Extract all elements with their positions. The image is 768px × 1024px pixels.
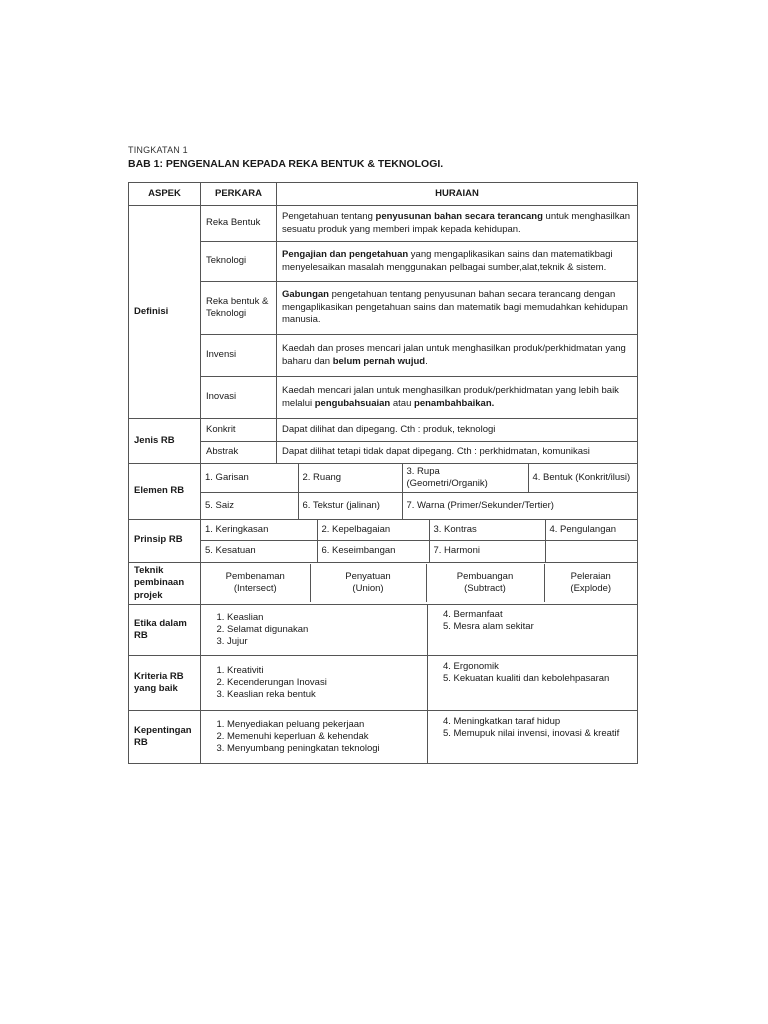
teknik-subtract: Pembuangan (Subtract) xyxy=(426,564,544,602)
definisi-row-1 xyxy=(129,206,638,242)
elemen-item-5: 5. Saiz xyxy=(201,493,298,519)
list-item: 2. Selamat digunakan xyxy=(227,624,423,636)
elemen-item-2: 2. Ruang xyxy=(298,464,402,493)
list-item: 4. Bermanfaat xyxy=(454,609,634,621)
prinsip-item-6: 6. Keseimbangan xyxy=(317,541,429,562)
term-abstrak: Abstrak xyxy=(201,442,277,464)
etika-right xyxy=(427,605,637,655)
kepentingan-left xyxy=(201,711,427,763)
teknik-row xyxy=(129,562,638,605)
elemen-item-7: 7. Warna (Primer/Sekunder/Tertier) xyxy=(402,493,637,519)
desc-abstrak: Dapat dilihat tetapi tidak dapat dipegang. Cth : perkhidmatan, komunikasi xyxy=(277,442,638,464)
prinsip-item-empty xyxy=(545,541,637,562)
term-reka-bentuk: Reka Bentuk xyxy=(201,206,277,242)
jenis-row-2 xyxy=(129,442,638,464)
prinsip-grid xyxy=(201,519,638,562)
summary-table xyxy=(128,182,638,764)
list-item: 4. Ergonomik xyxy=(454,661,634,673)
desc-inovasi: Kaedah mencari jalan untuk menghasilkan produk/perkhidmatan yang lebih baik melalui pengubahsuaian atau penambahbaikan. xyxy=(277,377,638,419)
list-item: 5. Memupuk nilai invensi, inovasi & kreatif xyxy=(454,728,634,740)
kriteria-row xyxy=(129,656,638,711)
definisi-row-3 xyxy=(129,282,638,335)
term-reka-bentuk-teknologi: Reka bentuk & Teknologi xyxy=(201,282,277,335)
aspect-kepentingan: Kepentingan RB xyxy=(129,711,201,764)
list-item: 5. Kekuatan kualiti dan kebolehpasaran xyxy=(454,673,634,685)
aspect-kriteria: Kriteria RB yang baik xyxy=(129,656,201,711)
list-item: 3. Menyumbang peningkatan teknologi xyxy=(227,743,423,755)
term-inovasi: Inovasi xyxy=(201,377,277,419)
desc-teknologi: Pengajian dan pengetahuan yang mengaplikasikan sains dan matematikbagi menyelesaikan masalah menggunakan pelbagai sumber,alat,teknik & sistem. xyxy=(277,242,638,282)
definisi-row-5 xyxy=(129,377,638,419)
jenis-row-1 xyxy=(129,419,638,442)
teknik-union: Penyatuan (Union) xyxy=(310,564,426,602)
list-item: 1. Menyediakan peluang pekerjaan xyxy=(227,719,423,731)
desc-reka-bentuk: Pengetahuan tentang penyusunan bahan secara terancang untuk menghasilkan sesuatu produk yang memberi impak kepada kehidupan. xyxy=(277,206,638,242)
desc-reka-bentuk-teknologi: Gabungan pengetahuan tentang penyusunan bahan secara terancang dengan mengaplikasikan pengetahuan sains dan matematik bagi memudahkan kehidupan manusia. xyxy=(277,282,638,335)
etika-row xyxy=(129,605,638,656)
col-matter: PERKARA xyxy=(201,183,277,206)
desc-konkrit: Dapat dilihat dan dipegang. Cth : produk, teknologi xyxy=(277,419,638,442)
col-description: HURAIAN xyxy=(277,183,638,206)
etika-grid xyxy=(201,605,638,656)
desc-invensi: Kaedah dan proses mencari jalan untuk menghasilkan produk/perkhidmatan yang baharu dan belum pernah wujud. xyxy=(277,335,638,377)
aspect-jenis: Jenis RB xyxy=(129,419,201,464)
prinsip-item-1: 1. Keringkasan xyxy=(205,523,269,535)
etika-left xyxy=(201,605,427,655)
kriteria-left xyxy=(201,656,427,710)
kepentingan-row xyxy=(129,711,638,764)
teknik-explode: Peleraian (Explode) xyxy=(544,564,637,602)
header-row xyxy=(129,183,638,206)
kriteria-right xyxy=(427,656,637,710)
term-invensi: Invensi xyxy=(201,335,277,377)
chapter-title: BAB 1: PENGENALAN KEPADA REKA BENTUK & TEKNOLOGI. xyxy=(128,158,444,170)
elemen-item-1: 1. Garisan xyxy=(205,472,249,483)
prinsip-item-4: 4. Pengulangan xyxy=(545,520,637,541)
teknik-grid xyxy=(201,562,638,605)
elemen-item-3: 3. Rupa (Geometri/Organik) xyxy=(402,464,528,493)
list-item: 2. Kecenderungan Inovasi xyxy=(227,677,423,689)
prinsip-item-5: 5. Kesatuan xyxy=(201,541,317,562)
prinsip-item-3: 3. Kontras xyxy=(429,520,545,541)
kriteria-grid xyxy=(201,656,638,711)
term-konkrit: Konkrit xyxy=(201,419,277,442)
elemen-item-4: 4. Bentuk (Konkrit/ilusi) xyxy=(528,464,637,493)
term-teknologi: Teknologi xyxy=(201,242,277,282)
grade-label: TINGKATAN 1 xyxy=(128,145,188,155)
list-item: 3. Keaslian reka bentuk xyxy=(227,689,423,701)
list-item: 4. Meningkatkan taraf hidup xyxy=(454,716,634,728)
col-aspect: ASPEK xyxy=(129,183,201,206)
prinsip-item-2: 2. Kepelbagaian xyxy=(317,520,429,541)
list-item: 1. Kreativiti xyxy=(227,665,423,677)
page-header xyxy=(128,145,443,170)
elemen-item-6: 6. Tekstur (jalinan) xyxy=(298,493,402,519)
aspect-etika: Etika dalam RB xyxy=(129,605,201,656)
aspect-definisi: Definisi xyxy=(129,206,201,419)
list-item: 5. Mesra alam sekitar xyxy=(454,621,634,633)
list-item: 2. Memenuhi keperluan & kehendak xyxy=(227,731,423,743)
list-item: 3. Jujur xyxy=(227,636,423,648)
aspect-elemen: Elemen RB xyxy=(129,464,201,520)
definisi-row-4 xyxy=(129,335,638,377)
aspect-prinsip: Prinsip RB xyxy=(129,519,201,562)
elemen-grid xyxy=(201,464,638,520)
prinsip-row xyxy=(129,519,638,562)
kepentingan-grid xyxy=(201,711,638,764)
list-item: 1. Keaslian xyxy=(227,612,423,624)
aspect-teknik: Teknik pembinaan projek xyxy=(129,562,201,605)
teknik-intersect: Pembenaman (Intersect) xyxy=(225,571,285,595)
definisi-row-2 xyxy=(129,242,638,282)
kepentingan-right xyxy=(427,711,637,763)
prinsip-item-7: 7. Harmoni xyxy=(429,541,545,562)
elemen-row xyxy=(129,464,638,520)
